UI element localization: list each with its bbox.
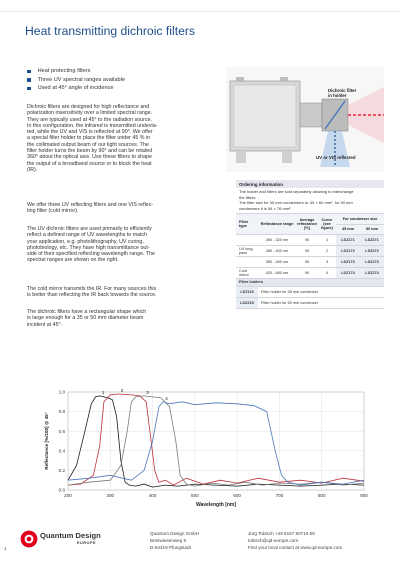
page-number: 1 (4, 546, 7, 551)
bullet-square-icon (27, 78, 31, 82)
text-line: 360° about the optical axis. Use these filters to shape (27, 154, 152, 161)
col-header-range: Reflectance range (258, 214, 296, 234)
y-tick-label: 1.0 (58, 389, 65, 395)
text-line: photobiology, etc. They have high transmittance out- (27, 244, 150, 251)
note-line: the filters. (239, 194, 257, 200)
table-row (236, 267, 384, 278)
cell-curve: 1 (318, 234, 336, 245)
feature-text: Heat protecting filters (37, 68, 91, 75)
feature-list (27, 67, 125, 93)
text-line: The cold mirror transmits the IR. For many sources this (27, 286, 157, 292)
cell-part-35: LSZ171 (336, 234, 360, 245)
text-line: your application, e.g. photolithography, UV curing, (27, 238, 144, 245)
y-tick-label: 0.0 (58, 487, 65, 493)
holder-part: LSZ215 (236, 297, 258, 308)
table-row (236, 245, 384, 256)
x-tick-label: 300 (106, 493, 115, 498)
cell-type: UV long pass (236, 245, 258, 256)
uv-paragraph (27, 226, 219, 264)
holder-part: LSZ115 (236, 286, 258, 297)
cell-average: 95 (296, 245, 318, 256)
col-header-type: Filter type (236, 214, 258, 234)
cell-curve: 4 (318, 267, 336, 278)
y-tick-label: 0.2 (58, 468, 65, 473)
figure-label-bottom: UV or VIS reflected (316, 155, 356, 160)
series-label-2: 2 (120, 388, 124, 394)
text-line: the output of a broadband source or to block the heat (27, 160, 152, 167)
table-row (236, 256, 384, 267)
bullet-square-icon (27, 87, 31, 91)
text-line: ting filter (cold mirror). (27, 208, 79, 215)
text-line: is large enough for a 35 or 50 mm diameter beam (27, 315, 144, 322)
cell-part-35: LSZ172 (336, 245, 360, 256)
text-line: a special filter holder to place the filter under 45 % in (27, 135, 151, 142)
cell-range: 350 - 450 nm (258, 256, 296, 267)
contact-web-link[interactable]: Find your local contact at www.qd-europe.com (248, 545, 343, 550)
figure-label-line: in holder (328, 93, 347, 99)
col-header-35mm: 35 mm (336, 224, 360, 234)
x-tick-label: 600 (233, 493, 241, 498)
text-line: filter holder turns the beam by 90° and can be rotated (27, 148, 153, 155)
cell-range: 280 - 400 nm (258, 245, 296, 256)
text-line: reflect a defined range of UV wavelengths to match (27, 232, 148, 239)
reflectance-chart-svg (28, 386, 375, 516)
text-line: The UV dichroic filters are used primarily to efficiently (27, 226, 152, 232)
ordering-heading: Ordering information (236, 180, 384, 188)
address-line: Breitwiesenweg 9 (150, 538, 187, 543)
text-line: We offer three UV reflecting filters and one VIS reflec- (27, 202, 154, 208)
cell-part-35: LSZ173 (336, 256, 360, 267)
intro-paragraph (27, 104, 219, 173)
cell-curve: 3 (318, 256, 336, 267)
holder-desc: Filter holder for 50 mm condenser (258, 297, 384, 308)
text-line: side of their specified reflecting wavelength range. The (27, 251, 155, 258)
plot-area (68, 392, 364, 490)
feature-text: Used at 45° angle of incidence (37, 85, 114, 92)
x-tick-label: 200 (64, 493, 72, 498)
quantum-design-logo-icon (20, 530, 38, 548)
cell-part-35: LSZ174 (336, 267, 360, 278)
note-line: The holder and filters are sold separately allowing to interchange (239, 189, 354, 194)
figure-label-line: Dichroic filter (328, 88, 357, 93)
cell-type (236, 256, 258, 267)
feature-text: Three UV spectral ranges available (37, 76, 125, 83)
cell-part-50: LSZ272 (360, 245, 384, 256)
note-line: condensers it is 56 × 76 mm². (239, 205, 292, 211)
address-line: Quantum Design GmbH (150, 531, 200, 536)
table-row (236, 234, 384, 245)
text-line: ted, while the UV and VIS is reflected at 90°. We offer (27, 129, 153, 136)
x-axis-label: Wavelength [nm] (195, 502, 237, 508)
col-header-curve: Curve (see figure) (318, 214, 336, 234)
cell-average: 90 (296, 267, 318, 278)
contact-line: Jürg Tobisch +49 6157 80710-50 (248, 531, 315, 536)
brand-logo (20, 530, 38, 553)
feature-item (27, 84, 125, 93)
y-axis-label: Reflectance [%/100] @ 45° (44, 412, 49, 470)
cell-curve: 2 (318, 245, 336, 256)
address-line: D-64319 Pfungstadt (150, 545, 191, 550)
series-label-1: 1 (101, 390, 105, 396)
cold-mirror-paragraph (27, 286, 219, 299)
feature-item (27, 76, 125, 85)
col-header-average: Average reflectance [%] (296, 214, 318, 234)
cell-part-50: LSZ271 (360, 234, 384, 245)
cell-range: 420 - 680 nm (258, 267, 296, 278)
brand-sub: EUROPE (77, 541, 97, 545)
x-tick-label: 700 (275, 493, 284, 498)
ordering-note (236, 188, 384, 214)
cell-part-50: LSZ274 (360, 267, 384, 278)
col-header-50mm: 50 mm (360, 224, 384, 234)
text-line: (IR). (27, 166, 38, 173)
reflectance-chart (28, 386, 375, 516)
figure-label-top (328, 88, 356, 99)
text-line: polarization insensitivity over a limited spectral range. (27, 110, 153, 117)
cell-range: 260 - 320 nm (258, 234, 296, 245)
ordering-table (236, 180, 384, 309)
table-header-row (236, 214, 384, 224)
text-line: the collimated output beam of our light sources. The (27, 141, 149, 148)
page-title: Heat transmitting dichroic filters (25, 24, 196, 38)
filter-table (236, 214, 384, 309)
y-tick-label: 0.6 (58, 428, 65, 434)
text-line: They are typically used at 45° to the radiation source. (27, 116, 152, 123)
text-line: is better than reflecting the IR back towards the source. (27, 292, 157, 299)
offer-paragraph (27, 202, 219, 215)
bullet-square-icon (27, 70, 31, 74)
filter-holder-illustration (226, 67, 384, 172)
contact-email[interactable]: tobisch@qd-europe.com (248, 538, 299, 543)
text-line: incident at 45°. (27, 321, 63, 328)
holder-row (236, 286, 384, 297)
note-line: The filter size for 35 mm condensers is: 45 × 60 mm², for 50 mm (239, 200, 353, 205)
series-label-4: 4 (165, 396, 168, 402)
text-line: The dichroic filters have a rectangular shape which (27, 309, 147, 315)
text-line: In this configuration, the infrared is transmitted undevia- (27, 122, 158, 129)
cell-average: 95 (296, 256, 318, 267)
brand-name: Quantum Design (40, 531, 101, 540)
shape-paragraph (27, 309, 219, 328)
cell-type (236, 234, 258, 245)
col-header-condenser: For condenser size (336, 214, 384, 224)
holder-desc: Filter holder for 35 mm condenser (258, 286, 384, 297)
y-tick-label: 0.8 (58, 409, 65, 415)
y-tick-label: 0.4 (58, 448, 65, 454)
feature-item (27, 67, 125, 76)
cell-type: Cold mirror (236, 267, 258, 278)
cell-part-50: LSZ273 (360, 256, 384, 267)
cell-average: 95 (296, 234, 318, 245)
text-line: spectral ranges are shown on the right. (27, 257, 119, 264)
filter-holder-figure (226, 67, 384, 172)
holders-heading-row (236, 278, 384, 286)
top-bar (0, 0, 400, 12)
series-label-3: 3 (146, 390, 149, 396)
footer-address (150, 530, 199, 551)
x-tick-label: 400 (148, 493, 157, 498)
x-tick-label: 800 (317, 493, 326, 498)
holder-row (236, 297, 384, 308)
footer-contact (248, 530, 342, 551)
text-line: Dichroic filters are designed for high reflectance and (27, 104, 150, 110)
x-tick-label: 900 (360, 493, 368, 498)
holders-heading: Filter holders (236, 278, 384, 286)
x-tick-label: 500 (191, 493, 199, 498)
